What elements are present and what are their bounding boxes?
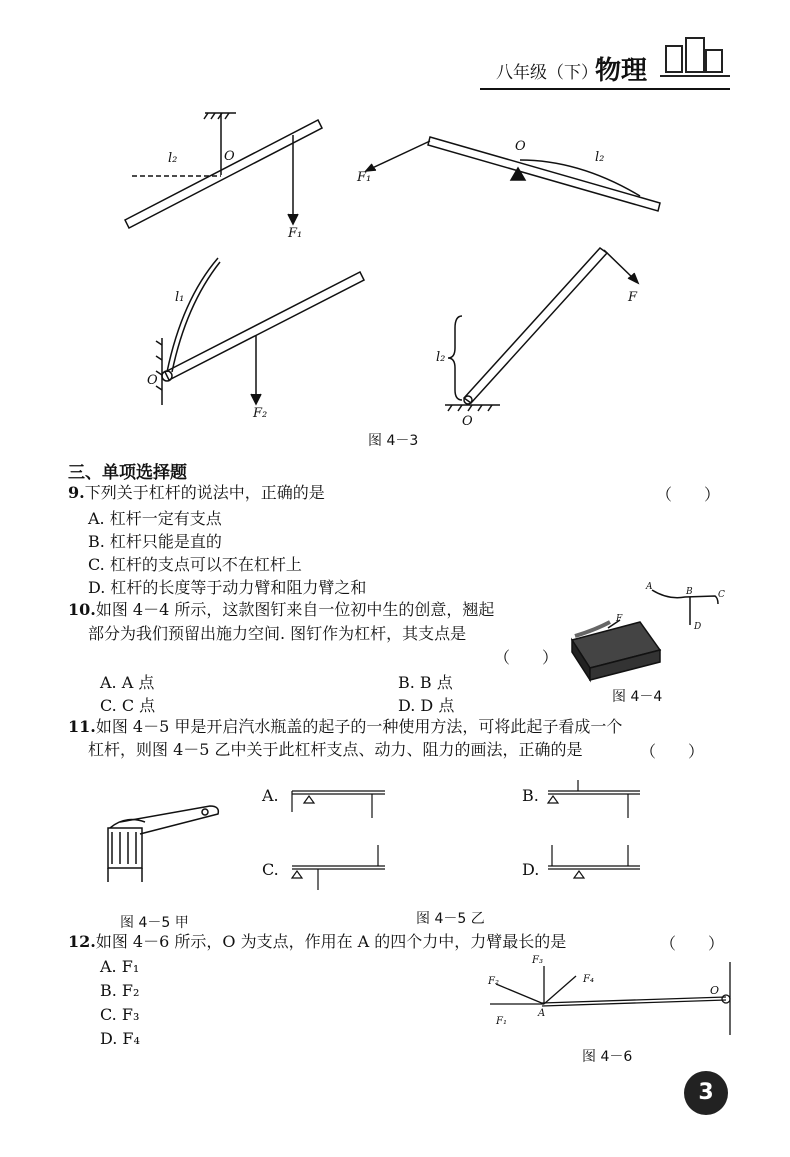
question-12-text: 如图 4－6 所示，O 为支点，作用在 A 的四个力中，力臂最长的是	[95, 932, 567, 951]
question-10-number: 10.	[68, 600, 96, 619]
fig44-pushpin	[572, 590, 718, 680]
fig44-point-b: B	[686, 587, 693, 597]
fig45b-option-b	[548, 780, 640, 818]
question-10-option-a[interactable]: A. A 点	[100, 673, 155, 692]
fig43-b-o-label: O	[515, 139, 526, 154]
question-9-option-a[interactable]: A. 杠杆一定有支点	[88, 509, 222, 528]
fig43-d-o-label: O	[462, 414, 473, 429]
fig43-d-f-label: F	[628, 290, 638, 305]
fig45b-option-d	[548, 845, 640, 878]
fig46-f4-label: F₄	[583, 974, 594, 985]
question-9	[68, 482, 325, 504]
question-12-option-b[interactable]: B. F₂	[100, 981, 140, 1000]
header-grade: 八年级（下）	[496, 63, 598, 83]
question-11-number: 11.	[68, 717, 96, 736]
fig46-f3-label: F₃	[532, 955, 543, 966]
question-12-answer-blank[interactable]: （ ）	[660, 934, 725, 953]
fig44-caption: 图 4－4	[612, 689, 663, 705]
question-9-answer-blank[interactable]: （ ）	[656, 485, 721, 504]
question-12-number: 12.	[68, 932, 96, 951]
fig45b-option-a	[292, 791, 385, 818]
question-12-option-c[interactable]: C. F₃	[100, 1005, 140, 1024]
fig43-b-lever	[366, 137, 660, 211]
page-number: 3	[684, 1071, 728, 1115]
question-11-text-line2: 杠杆，则图 4－5 乙中关于此杠杆支点、动力、阻力的画法，正确的是	[88, 740, 583, 759]
question-11-line1	[68, 716, 622, 738]
fig46-f2-label: F₂	[488, 976, 499, 987]
question-9-option-c[interactable]: C. 杠杆的支点可以不在杠杆上	[88, 555, 302, 574]
fig46-lever	[490, 962, 730, 1035]
question-9-text: 下列关于杠杆的说法中，正确的是	[84, 483, 325, 502]
question-12-option-d[interactable]: D. F₄	[100, 1029, 140, 1048]
fig45b-caption: 图 4－5 乙	[416, 911, 485, 927]
fig44-point-d: D	[694, 622, 702, 632]
fig43-d-l2-label: l₂	[436, 350, 446, 365]
fig43-c-f2-label: F₂	[253, 406, 268, 421]
fig46-o-label: O	[710, 984, 720, 997]
fig43-c-lever	[156, 258, 364, 405]
fig43-c-l1-label: l₁	[175, 290, 185, 305]
fig43-a-o-label: O	[224, 149, 235, 164]
fig45b-label-a: A.	[262, 786, 279, 805]
fig44-point-a: A	[646, 582, 653, 592]
fig44-force-f: F	[616, 614, 623, 624]
question-12-option-a[interactable]: A. F₁	[100, 957, 140, 976]
question-10-text-line1: 如图 4－4 所示，这款图钉来自一位初中生的创意，翘起	[95, 600, 495, 619]
question-10-option-b[interactable]: B. B 点	[398, 673, 453, 692]
fig43-a-l2-label: l₂	[168, 151, 178, 166]
question-10-text-line2: 部分为我们预留出施力空间. 图钉作为杠杆，其支点是	[88, 624, 467, 643]
fig43-a-f1-label: F₁	[288, 226, 303, 241]
header-subject: 物理	[595, 56, 648, 86]
fig45a-opener	[108, 806, 218, 882]
fig45a-caption: 图 4－5 甲	[120, 915, 189, 931]
fig43-d-lever	[445, 248, 638, 411]
question-12	[68, 931, 566, 953]
fig46-f1-label: F₁	[496, 1016, 507, 1027]
fig43-b-f1-label: F₁	[357, 170, 372, 185]
fig43-b-l2-label: l₂	[595, 150, 605, 165]
fig43-c-o-label: O	[147, 373, 158, 388]
fig45b-label-b: B.	[522, 786, 539, 805]
question-10-answer-blank[interactable]: （ ）	[494, 648, 559, 667]
question-10-line1	[68, 599, 494, 621]
question-10-option-d[interactable]: D. D 点	[398, 696, 455, 715]
fig45b-label-c: C.	[262, 860, 279, 879]
question-9-option-d[interactable]: D. 杠杆的长度等于动力臂和阻力臂之和	[88, 578, 367, 597]
question-11-text-line1: 如图 4－5 甲是开启汽水瓶盖的起子的一种使用方法，可将此起子看成一个	[95, 717, 623, 736]
fig46-a-label: A	[538, 1008, 546, 1019]
fig45b-label-d: D.	[522, 860, 540, 879]
fig43-caption: 图 4－3	[368, 433, 419, 449]
question-11-answer-blank[interactable]: （ ）	[640, 742, 705, 761]
fig45b-option-c	[292, 845, 385, 890]
fig46-caption: 图 4－6	[582, 1049, 633, 1065]
question-10-option-c[interactable]: C. C 点	[100, 696, 156, 715]
fig43-a-lever	[125, 113, 322, 228]
section-title: 三、单项选择题	[68, 463, 187, 483]
question-9-option-b[interactable]: B. 杠杆只能是直的	[88, 532, 222, 551]
fig44-point-c: C	[718, 590, 725, 600]
question-9-number: 9.	[68, 483, 85, 502]
